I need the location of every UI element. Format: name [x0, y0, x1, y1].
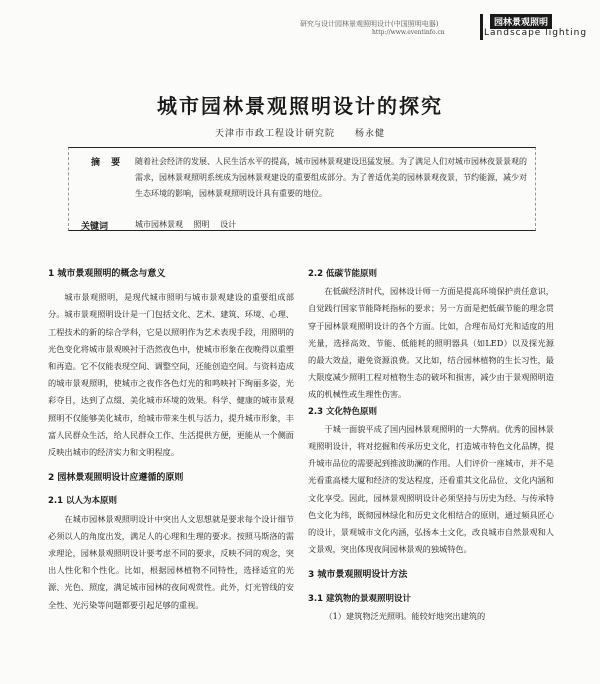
- journal-url[interactable]: http://www.eventinfo.cn: [372, 29, 445, 36]
- abstract-box: [68, 147, 536, 231]
- journal-name: 研究与设计园林景观照明设计(中国照明电器): [300, 20, 439, 28]
- section-2-3-paragraph: 于城一面貌平成了国内园林景观照明的一大弊病。优秀的园林景观照明设计，将对挖掘和传承历史文化，打造城市特色文化品牌，提升城市品位的需要起到推波助澜的作用。人们评价一座城市，并不是光看重高楼大厦和经济的发达程度，还看重其文化品位、文化内涵和文化享受。因此，园林景观照明设计必须坚持与历史为经、与传承特色文化为纬，既彻园林绿化和历史文化相结合的原则，通过频具匠心的设计，景观城市文化内涵，弘扬本土文化，改良城市自然景观和人文景观，突出体现夜间园林景观的独城特色。: [308, 423, 554, 555]
- abstract-text: 随着社会经济的发展、人民生活水平的提高，城市园林景观建设迅猛发展。为了满足人们对城市园林夜景景观的需求，园林景观照明系统成为园林景观建设的重要组成部分。为了普适优美的园林景观夜景，节约能源，减少对生态环境的影响，园林景观照明设计具有重要的地位。: [135, 157, 527, 198]
- section-2-3-heading: 2.3 文化特色原则: [308, 406, 378, 417]
- abstract-label: 摘 要: [91, 158, 125, 168]
- section-3-heading: 3 城市景观照明设计方法: [308, 570, 408, 581]
- badge-bar: [480, 14, 483, 40]
- page-header: [0, 0, 600, 50]
- article-title: 城市园林景观照明设计的探究: [157, 94, 443, 118]
- section-1-paragraph: 城市景观照明，是现代城市照明与城市景观建设的重要组成部分。城市景观照明设计是一门包括文化、艺术、建筑、环境、心理、工程技术的新的综合学科，它是以照明作为艺术表现手段，用照明的光色变化将城市景观映衬于浩然夜色中，使城市形象在夜晚得以重塑和再造。它不仅能表现空间、调整空间，还能创造空间。与资料造成的城市景观照明，使城市之夜作各色灯光的和鸣映衬下绚丽多姿，光彩夺目，达到了点缀、美化城市环境的效果。科学、健康的城市景观照明不仅能够美化城市，给城市带来生机与活力，提升城市形象，丰富人民群众生活，给人民群众工作、生活提供方便，更能从一个侧面反映出城市的经济实力和文明程度。: [48, 292, 294, 458]
- keywords-label: 关键词: [81, 222, 109, 232]
- section-2-1-heading: 2.1 以人为本原则: [48, 496, 118, 507]
- section-1-heading: 1 城市景观照明的概念与意义: [48, 269, 166, 279]
- section-2-1-paragraph: 在城市园林景观照明设计中突出人文思想就是要求每个设计细节必须以人的角度出发，满足人的心理和生理的要求。按照马斯洛的需求理论，园林景观照明设计要考虑不同的要求，反映不同的观念，突出人性化和个性化。比如，根据园林植物不同特性，选择适宜的光源、光色、照度，满足城市园林的夜间观赏性。此外，灯光管线的安全性、光污染等问题都要引起足够的重视。: [48, 513, 294, 610]
- author-line: [0, 126, 600, 139]
- keywords-text: 城市园林景观 照明 设计: [135, 220, 237, 229]
- section-3-1-heading: 3.1 建筑物的景观照明设计: [308, 593, 412, 604]
- right-column: [308, 266, 554, 625]
- section-2-2-heading: 2.2 低碳节能原则: [308, 269, 378, 279]
- badge-title-en: Landscape lighting: [484, 28, 588, 38]
- section-2-heading: 2 园林景观照明设计应遵循的原则: [48, 473, 184, 484]
- left-column: [48, 266, 294, 614]
- section-2-2-paragraph: 在低碳经济时代，园林设计师一方面是提高环境保护责任意识，自觉践行国家节能降耗指标的要求；另一方面是把低碳节能的理念贯穿于园林景观照明设计的各个方面。比如，合理布局灯光和适度的用光量，选择高效、节能、低能耗的照明器具（如LED）以及探光源的最大效益，避免资源浪费。又比如，结合园林植物的生长习性，最大限度减少照明工程对植物生态的破坏和损害，减少由于景观照明造成的机械性或生理性伤害。: [308, 286, 554, 400]
- section-badge: [480, 14, 588, 40]
- institution: 天津市市政工程设计研究院: [215, 129, 336, 139]
- section-3-1-paragraph: （1）建筑物泛光照明。能较好地突出建筑的: [324, 610, 486, 621]
- badge-title-cn: 园林景观照明: [490, 14, 552, 29]
- author-name: 杨永健: [354, 129, 385, 139]
